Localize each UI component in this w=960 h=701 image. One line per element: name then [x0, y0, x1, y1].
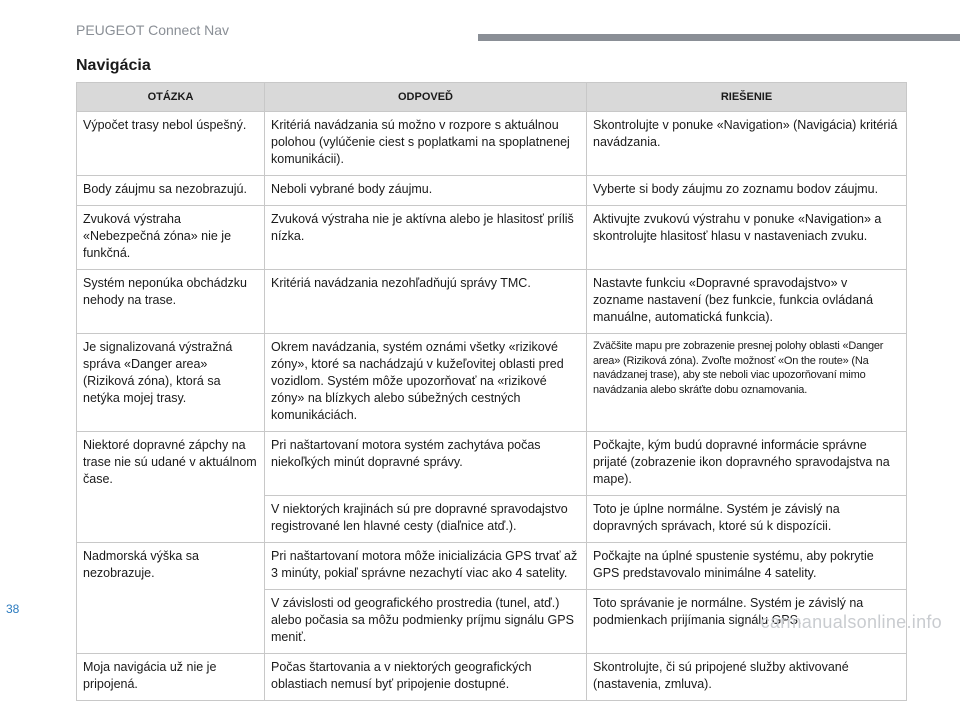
question-cell: Moja navigácia už nie je pripojená.: [77, 654, 265, 701]
troubleshooting-table: [76, 82, 907, 701]
solution-cell: Zväčšite mapu pre zobrazenie presnej polohy oblasti «Danger area» (Riziková zóna). Zvoľte možnosť «On the route» (Na navádzanej trase), aby ste neboli viac upozorňovaní mimo navádzania alebo skráťte dobu oznamovania.: [587, 334, 907, 432]
solution-cell: Toto správanie je normálne. Systém je závislý na podmienkach prijímania signálu GPS.: [587, 590, 907, 654]
table-row: [77, 654, 907, 701]
table-row: [77, 112, 907, 176]
header-decorative-bar: [478, 34, 960, 41]
solution-cell: Toto je úplne normálne. Systém je závislý na dopravných správach, ktoré sú k dispozícii.: [587, 496, 907, 543]
solution-cell: Vyberte si body záujmu zo zoznamu bodov záujmu.: [587, 176, 907, 206]
question-cell: Body záujmu sa nezobrazujú.: [77, 176, 265, 206]
question-cell: Nadmorská výška sa nezobrazuje.: [77, 543, 265, 654]
table-row: [77, 270, 907, 334]
table-header-row: [77, 83, 907, 112]
solution-cell: Počkajte na úplné spustenie systému, aby pokrytie GPS predstavovalo minimálne 4 satelity.: [587, 543, 907, 590]
answer-cell: V závislosti od geografického prostredia (tunel, atď.) alebo počasia sa môžu podmienky príjmu signálu GPS meniť.: [265, 590, 587, 654]
question-cell: Systém neponúka obchádzku nehody na trase.: [77, 270, 265, 334]
column-header-question: OTÁZKA: [77, 83, 265, 112]
solution-cell: Skontrolujte v ponuke «Navigation» (Navigácia) kritériá navádzania.: [587, 112, 907, 176]
answer-cell: Pri naštartovaní motora môže inicializácia GPS trvať až 3 minúty, pokiaľ správne nezachytí viac ako 4 satelity.: [265, 543, 587, 590]
table-row: [77, 543, 907, 590]
watermark: carmanualsonline.info: [760, 612, 942, 632]
answer-cell: Počas štartovania a v niektorých geografických oblastiach nemusí byť pripojenie dostupné.: [265, 654, 587, 701]
answer-cell: V niektorých krajinách sú pre dopravné spravodajstvo registrované len hlavné cesty (diaľnice atď.).: [265, 496, 587, 543]
table-row: [77, 334, 907, 432]
page-number: 38: [6, 602, 20, 616]
document-header-title: PEUGEOT Connect Nav: [76, 22, 230, 38]
solution-cell: Skontrolujte, či sú pripojené služby aktivované (nastavenia, zmluva).: [587, 654, 907, 701]
section-title: Navigácia: [76, 57, 151, 74]
question-cell: Niektoré dopravné zápchy na trase nie sú udané v aktuálnom čase.: [77, 432, 265, 543]
solution-cell: Počkajte, kým budú dopravné informácie správne prijaté (zobrazenie ikon dopravného spravodajstva na mape).: [587, 432, 907, 496]
answer-cell: Kritériá navádzania sú možno v rozpore s aktuálnou polohou (vylúčenie ciest s poplatkami na spoplatnenej komunikácii).: [265, 112, 587, 176]
solution-cell: Nastavte funkciu «Dopravné spravodajstvo» v zozname nastavení (bez funkcie, funkcia ovládaná manuálne, automatická funkcia).: [587, 270, 907, 334]
solution-cell: Aktivujte zvukovú výstrahu v ponuke «Navigation» a skontrolujte hlasitosť hlasu v nastaveniach zvuku.: [587, 206, 907, 270]
column-header-answer: ODPOVEĎ: [265, 83, 587, 112]
question-cell: Je signalizovaná výstražná správa «Danger area» (Riziková zóna), ktorá sa netýka mojej trasy.: [77, 334, 265, 432]
table-row: [77, 432, 907, 496]
answer-cell: Pri naštartovaní motora systém zachytáva počas niekoľkých minút dopravné správy.: [265, 432, 587, 496]
question-cell: Výpočet trasy nebol úspešný.: [77, 112, 265, 176]
question-cell: Zvuková výstraha «Nebezpečná zóna» nie je funkčná.: [77, 206, 265, 270]
answer-cell: Kritériá navádzania nezohľadňujú správy TMC.: [265, 270, 587, 334]
table-row: [77, 176, 907, 206]
answer-cell: Zvuková výstraha nie je aktívna alebo je hlasitosť príliš nízka.: [265, 206, 587, 270]
table-row: [77, 206, 907, 270]
answer-cell: Okrem navádzania, systém oznámi všetky «rizikové zóny», ktoré sa nachádzajú v kužeľovitej oblasti pred vozidlom. Systém môže upozorňovať na «rizikové zóny» na blízkych alebo súbežných cestných komunikáciách.: [265, 334, 587, 432]
column-header-solution: RIEŠENIE: [587, 83, 907, 112]
answer-cell: Neboli vybrané body záujmu.: [265, 176, 587, 206]
